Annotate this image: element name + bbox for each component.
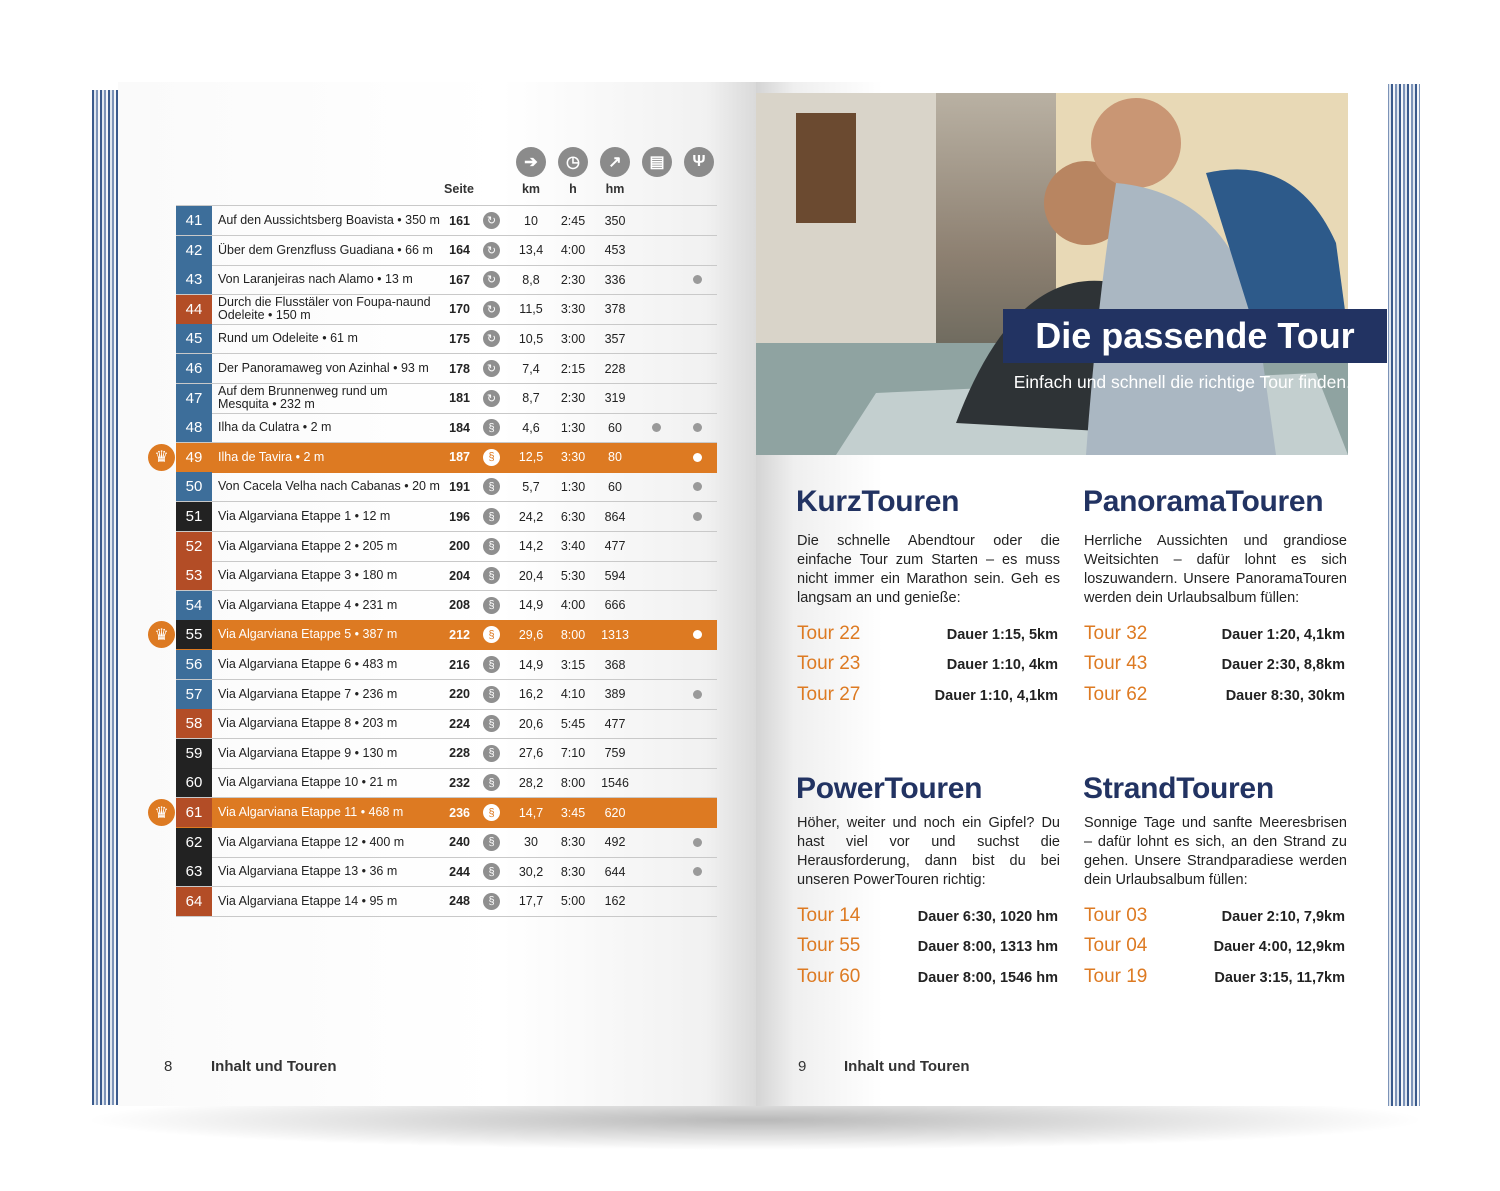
tour-page: 232 — [449, 775, 470, 790]
kurz-dur-1: Dauer 1:15, 5km — [946, 627, 1058, 643]
tour-hours: 3:30 — [560, 302, 586, 317]
tour-number: 49 — [176, 443, 212, 472]
trail-icon: § — [483, 597, 500, 614]
tour-hours: 4:00 — [560, 598, 586, 613]
hero-subtitle: Einfach und schnell die richtige Tour finden. — [1013, 372, 1351, 392]
bus-icon: ▤ — [642, 147, 672, 177]
tour-km: 14,2 — [518, 539, 544, 554]
tour-number: 61 — [176, 798, 212, 827]
page-number-left: 8 — [164, 1058, 173, 1075]
table-row — [176, 265, 717, 295]
loop-icon: ↻ — [483, 271, 500, 288]
tour-number: 41 — [176, 206, 212, 235]
power-dur-3: Dauer 8:00, 1546 hm — [917, 970, 1058, 986]
page-number-right: 9 — [798, 1058, 807, 1075]
strand-text: Sonnige Tage und sanfte Meeresbrisen – dafür lohnt es sich, an den Strand zu gehen. Unsere Strandparadiese werden dein Urlaubsalbum füllen: — [1084, 815, 1347, 888]
table-row — [176, 413, 717, 443]
restaurant-dot — [693, 690, 702, 699]
tour-ascent: 759 — [604, 746, 626, 761]
tour-number: 43 — [176, 265, 212, 294]
tour-number: 47 — [176, 384, 212, 413]
tour-km: 20,4 — [518, 568, 544, 583]
restaurant-dot — [693, 275, 702, 284]
table-row — [176, 828, 717, 858]
restaurant-dot — [693, 867, 702, 876]
table-row — [176, 384, 717, 414]
loop-icon: ↻ — [483, 390, 500, 407]
table-row — [176, 857, 717, 887]
tour-km: 13,4 — [518, 243, 544, 258]
tour-km: 14,9 — [518, 657, 544, 672]
ascent-icon: ↗ — [600, 147, 630, 177]
running-title-left: Inhalt und Touren — [211, 1058, 337, 1075]
tour-hours: 7:10 — [560, 746, 586, 761]
table-row — [176, 680, 717, 710]
tour-ascent: 666 — [604, 598, 626, 613]
tour-km: 4,6 — [522, 420, 540, 435]
table-row — [176, 324, 717, 354]
tour-ascent: 336 — [604, 272, 626, 287]
restaurant-dot — [693, 453, 702, 462]
tour-hours: 8:00 — [560, 627, 586, 642]
tour-page: 196 — [449, 509, 470, 524]
strand-tour-3[interactable]: Tour 19 — [1084, 966, 1148, 987]
power-heading: PowerTouren — [796, 772, 983, 805]
crown-icon: ♛ — [148, 799, 175, 826]
tour-km: 8,8 — [522, 272, 540, 287]
trail-icon: § — [483, 774, 500, 791]
tour-ascent: 1313 — [601, 627, 629, 642]
tour-number: 63 — [176, 857, 212, 886]
tour-ascent: 162 — [604, 894, 626, 909]
tour-hours: 2:15 — [560, 361, 586, 376]
trail-icon: § — [483, 656, 500, 673]
tour-page: 181 — [449, 391, 470, 406]
tour-name: Via Algarviana Etappe 7 • 236 m — [218, 686, 398, 701]
tour-number: 54 — [176, 591, 212, 620]
trail-icon: § — [483, 626, 500, 643]
tour-name: Ilha da Culatra • 2 m — [218, 420, 332, 435]
hikers-illustration — [756, 93, 1348, 455]
tour-hours: 8:00 — [560, 775, 586, 790]
tour-km: 11,5 — [519, 302, 543, 317]
loop-icon: ↻ — [483, 212, 500, 229]
tour-page: 248 — [449, 894, 470, 909]
tour-km: 29,6 — [518, 627, 544, 642]
tour-ascent: 477 — [604, 539, 626, 554]
restaurant-dot — [693, 630, 702, 639]
table-row — [176, 354, 717, 384]
table-row — [176, 650, 717, 680]
hero-photo — [756, 93, 1348, 455]
tour-name: Via Algarviana Etappe 14 • 95 m — [218, 893, 398, 908]
tour-hours: 1:30 — [560, 479, 586, 494]
restaurant-dot — [693, 512, 702, 521]
tour-number: 60 — [176, 768, 212, 797]
col-seite: Seite — [444, 182, 474, 196]
tour-number: 56 — [176, 650, 212, 679]
tour-hours: 6:30 — [560, 509, 586, 524]
hero-title: Die passende Tour — [1003, 309, 1387, 363]
tour-hours: 3:15 — [560, 657, 586, 672]
tour-page: 236 — [449, 805, 470, 820]
tour-km: 27,6 — [518, 746, 544, 761]
tour-km: 12,5 — [518, 450, 544, 465]
table-row — [154, 443, 717, 473]
tour-name: Über dem Grenzfluss Guadiana • 66 m — [218, 242, 433, 257]
trail-icon: § — [483, 449, 500, 466]
tour-number: 45 — [176, 324, 212, 353]
tour-name: Von Laranjeiras nach Alamo • 13 m — [218, 272, 413, 287]
tour-km: 30 — [524, 835, 538, 850]
tour-name: Via Algarviana Etappe 2 • 205 m — [218, 538, 398, 553]
tour-ascent: 228 — [604, 361, 626, 376]
tour-hours: 5:30 — [560, 568, 586, 583]
tour-hours: 1:30 — [560, 420, 586, 435]
tour-hours: 5:00 — [560, 894, 586, 909]
tour-number: 52 — [176, 532, 212, 561]
tour-page: 224 — [449, 716, 470, 731]
table-row — [176, 472, 717, 502]
tour-name: Via Algarviana Etappe 10 • 21 m — [218, 775, 398, 790]
trail-icon: § — [483, 686, 500, 703]
bus-dot — [652, 423, 661, 432]
strand-tour-2[interactable]: Tour 04 — [1084, 935, 1148, 956]
tour-name: Via Algarviana Etappe 1 • 12 m — [218, 509, 391, 523]
tour-number: 64 — [176, 887, 212, 916]
tour-page: 175 — [449, 331, 470, 346]
tour-name: Auf dem Brunnenweg rund um Mesquita • 232 m — [218, 384, 388, 412]
tour-page: 208 — [449, 598, 470, 613]
tour-hours: 2:30 — [560, 391, 586, 406]
tour-km: 8,7 — [522, 391, 540, 406]
tour-ascent: 357 — [604, 331, 626, 346]
power-tour-3[interactable]: Tour 60 — [797, 966, 861, 987]
tour-name: Der Panoramaweg von Azinhal • 93 m — [218, 361, 429, 375]
trail-icon: § — [483, 538, 500, 555]
panorama-tour-1[interactable]: Tour 32 — [1084, 623, 1148, 644]
tour-number: 42 — [176, 236, 212, 265]
tour-name: Via Algarviana Etappe 5 • 387 m — [218, 627, 398, 642]
tour-hours: 2:30 — [560, 272, 586, 287]
tour-km: 5,7 — [522, 479, 540, 494]
kurz-tour-2[interactable]: Tour 23 — [797, 653, 861, 674]
tour-hours: 3:00 — [560, 331, 586, 346]
power-tour-2[interactable]: Tour 55 — [797, 935, 861, 956]
tour-hours: 4:00 — [560, 243, 586, 258]
trail-icon: § — [483, 893, 500, 910]
tour-ascent: 368 — [604, 657, 626, 672]
tour-page: 220 — [449, 687, 470, 702]
tour-name: Via Algarviana Etappe 9 • 130 m — [218, 745, 398, 760]
trail-icon: § — [483, 478, 500, 495]
panorama-heading: PanoramaTouren — [1083, 485, 1324, 518]
table-row — [176, 709, 717, 739]
tour-number: 53 — [176, 561, 212, 590]
tour-ascent: 644 — [604, 864, 626, 879]
tour-page: 200 — [449, 539, 470, 554]
tour-ascent: 80 — [608, 450, 622, 465]
tour-ascent: 620 — [604, 805, 626, 820]
clock-icon: ◷ — [558, 147, 588, 177]
tour-number: 51 — [176, 502, 212, 531]
table-row — [176, 295, 717, 325]
strand-dur-1: Dauer 2:10, 7,9km — [1221, 909, 1345, 925]
tour-hours: 4:10 — [560, 687, 586, 702]
tour-km: 10 — [524, 213, 538, 228]
tour-page: 187 — [449, 450, 470, 465]
panorama-dur-3: Dauer 8:30, 30km — [1225, 688, 1345, 704]
tour-page: 240 — [449, 835, 470, 850]
strand-tour-1[interactable]: Tour 03 — [1084, 905, 1148, 926]
table-row — [176, 768, 717, 798]
tour-number: 59 — [176, 739, 212, 768]
tour-name: Von Cacela Velha nach Cabanas • 20 m — [218, 479, 440, 494]
trail-icon: § — [483, 715, 500, 732]
table-row — [176, 532, 717, 562]
panorama-tour-3[interactable]: Tour 62 — [1084, 684, 1148, 705]
table-row — [176, 591, 717, 621]
col-km: km — [521, 182, 541, 196]
tour-ascent: 60 — [608, 420, 622, 435]
crown-icon: ♛ — [148, 444, 175, 471]
restaurant-dot — [693, 482, 702, 491]
kurz-tour-3[interactable]: Tour 27 — [797, 684, 861, 705]
table-row — [176, 561, 717, 591]
tour-ascent: 60 — [608, 479, 622, 494]
loop-icon: ↻ — [483, 360, 500, 377]
power-dur-2: Dauer 8:00, 1313 hm — [917, 939, 1058, 955]
tour-ascent: 594 — [604, 568, 626, 583]
kurz-heading: KurzTouren — [796, 485, 960, 518]
tour-number: 50 — [176, 472, 212, 501]
restaurant-dot — [693, 423, 702, 432]
table-row — [176, 236, 717, 266]
loop-icon: ↻ — [483, 242, 500, 259]
tour-number: 46 — [176, 354, 212, 383]
tour-ascent: 350 — [604, 213, 626, 228]
trail-icon: § — [483, 834, 500, 851]
trail-icon: § — [483, 419, 500, 436]
tour-page: 170 — [449, 302, 470, 317]
tour-page: 184 — [449, 420, 470, 435]
tour-hours: 3:45 — [560, 805, 586, 820]
tour-page: 228 — [449, 746, 470, 761]
tour-number: 44 — [176, 295, 212, 324]
tour-hours: 5:45 — [560, 716, 586, 731]
power-tour-1[interactable]: Tour 14 — [797, 905, 861, 926]
panorama-dur-1: Dauer 1:20, 4,1km — [1221, 627, 1345, 643]
tour-ascent: 319 — [604, 391, 626, 406]
tour-ascent: 453 — [604, 243, 626, 258]
loop-icon: ↻ — [483, 301, 500, 318]
kurz-dur-3: Dauer 1:10, 4,1km — [934, 688, 1058, 704]
tour-name: Auf den Aussichtsberg Boavista • 350 m — [218, 213, 440, 227]
tour-name: Via Algarviana Etappe 13 • 36 m — [218, 864, 398, 879]
tour-number: 48 — [176, 413, 212, 442]
col-h: h — [569, 182, 577, 196]
tour-hours: 3:30 — [560, 450, 586, 465]
table-row — [176, 739, 717, 769]
signpost-icon: ➔ — [516, 147, 546, 177]
tour-hours: 8:30 — [560, 864, 586, 879]
tour-ascent: 477 — [604, 716, 626, 731]
tour-km: 20,6 — [518, 716, 544, 731]
restaurant-icon: Ψ — [684, 147, 714, 177]
tour-km: 24,2 — [518, 509, 544, 524]
page-edges-right — [1385, 84, 1420, 1106]
tour-hours: 2:45 — [560, 213, 586, 228]
power-dur-1: Dauer 6:30, 1020 hm — [917, 909, 1058, 925]
tour-number: 55 — [176, 620, 212, 649]
tour-page: 161 — [449, 213, 470, 228]
tour-number: 57 — [176, 680, 212, 709]
col-hm: hm — [605, 182, 625, 196]
tour-page: 204 — [449, 568, 470, 583]
tour-km: 30,2 — [518, 864, 544, 879]
strand-dur-2: Dauer 4:00, 12,9km — [1213, 939, 1345, 955]
tour-number: 62 — [176, 828, 212, 857]
trail-icon: § — [483, 745, 500, 762]
tour-page: 244 — [449, 864, 470, 879]
tour-hours: 3:40 — [560, 539, 586, 554]
table-row — [176, 502, 717, 532]
restaurant-dot — [693, 838, 702, 847]
panorama-text: Herrliche Aussichten und grandiose Weitsichten – dafür lohnt es sich loszuwandern. Unsere PanoramaTouren werden dein Urlaubsalbum füllen: — [1084, 533, 1347, 606]
panorama-dur-2: Dauer 2:30, 8,8km — [1221, 657, 1345, 673]
tour-ascent: 378 — [604, 302, 626, 317]
power-text: Höher, weiter und noch ein Gipfel? Du hast viel vor und suchst die Herausforderung, dann bist du bei unseren PowerTouren richtig: — [797, 815, 1060, 888]
panorama-tour-2[interactable]: Tour 43 — [1084, 653, 1148, 674]
tour-name: Via Algarviana Etappe 11 • 468 m — [218, 805, 404, 819]
tour-name: Durch die Flusstäler von Foupa-naund Odeleite • 150 m — [218, 295, 431, 323]
crown-icon: ♛ — [148, 621, 175, 648]
trail-icon: § — [483, 508, 500, 525]
tour-name: Via Algarviana Etappe 6 • 483 m — [218, 657, 398, 671]
tour-page: 212 — [449, 627, 470, 642]
strand-dur-3: Dauer 3:15, 11,7km — [1214, 970, 1345, 986]
table-row — [176, 206, 717, 236]
tour-km: 10,5 — [518, 331, 544, 346]
kurz-dur-2: Dauer 1:10, 4km — [946, 657, 1058, 673]
tour-page: 216 — [449, 657, 470, 672]
tour-page: 178 — [449, 361, 470, 376]
tour-ascent: 389 — [604, 687, 626, 702]
tour-ascent: 492 — [604, 835, 626, 850]
kurz-tour-1[interactable]: Tour 22 — [797, 623, 861, 644]
trail-icon: § — [483, 567, 500, 584]
tour-km: 14,7 — [518, 805, 544, 820]
tour-page: 191 — [449, 479, 470, 494]
tour-name: Ilha de Tavira • 2 m — [218, 449, 325, 464]
tour-km: 14,9 — [518, 598, 544, 613]
table-row — [154, 798, 717, 828]
tour-km: 28,2 — [518, 775, 544, 790]
kurz-text: Die schnelle Abendtour oder die einfache Tour zum Starten – es muss nicht immer ein Marathon sein. Geh es langsam an und genieße: — [797, 533, 1060, 606]
tour-hours: 8:30 — [560, 835, 586, 850]
tour-km: 16,2 — [518, 687, 544, 702]
tour-page: 167 — [449, 272, 470, 287]
trail-icon: § — [483, 863, 500, 880]
tour-name: Via Algarviana Etappe 3 • 180 m — [218, 568, 398, 583]
tour-km: 7,4 — [522, 361, 540, 376]
tour-name: Rund um Odeleite • 61 m — [218, 331, 358, 346]
tour-name: Via Algarviana Etappe 12 • 400 m — [218, 834, 405, 849]
trail-icon: § — [483, 804, 500, 821]
tour-name: Via Algarviana Etappe 8 • 203 m — [218, 716, 398, 731]
tour-name: Via Algarviana Etappe 4 • 231 m — [218, 597, 398, 612]
running-title-right: Inhalt und Touren — [844, 1058, 970, 1075]
tour-page: 164 — [449, 243, 470, 258]
loop-icon: ↻ — [483, 330, 500, 347]
tour-km: 17,7 — [518, 894, 544, 909]
tour-number: 58 — [176, 709, 212, 738]
table-row — [154, 620, 717, 650]
strand-heading: StrandTouren — [1083, 772, 1274, 805]
tour-ascent: 1546 — [601, 775, 629, 790]
tour-ascent: 864 — [604, 509, 626, 524]
table-row — [176, 887, 717, 917]
